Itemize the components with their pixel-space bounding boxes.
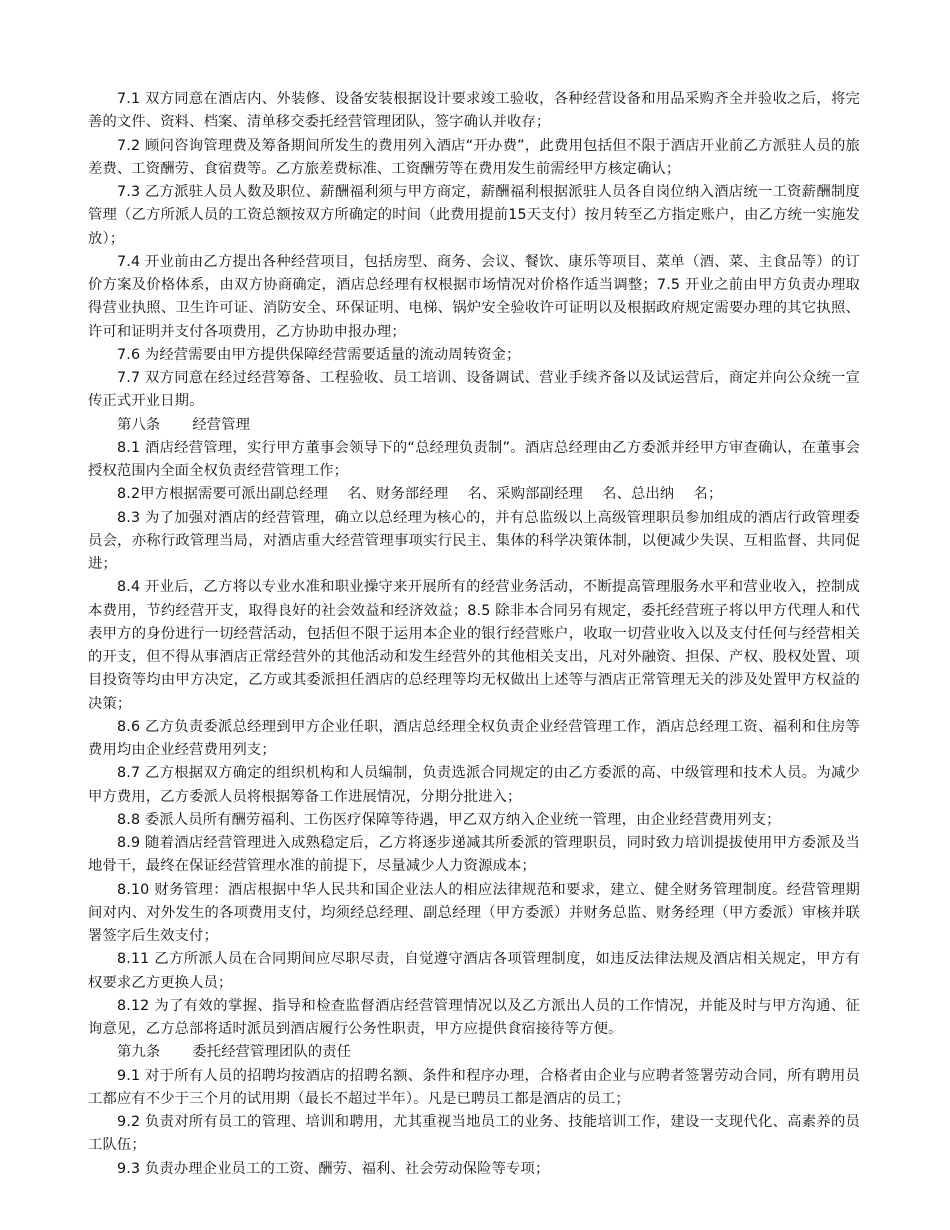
clause-7-4-7-5: 7.4 开业前由乙方提出各种经营项目，包括房型、商务、会议、餐饮、康乐等项目、菜单（酒、菜、主食品等）的订价方案及价格体系，由双方协商确定，酒店总经理有权根据市场情况对价格作适当调整；7.5 开业之前由甲方负责办理取得营业执照、卫生许可证、消防安全、环保证明、电梯、锅炉安全验收许可证明以及根据政府规定需要办理的其它执照、许可和证明并支付各项费用，乙方协助申报办理；: [88, 253, 860, 340]
clause-7-3: 7.3 乙方派驻人员人数及职位、薪酬福利须与甲方商定，薪酬福利根据派驻人员各自岗位纳入酒店统一工资薪酬制度管理（乙方所派人员的工资总额按双方所确定的时间（此费用提前15天支付）按月转至乙方指定账户，由乙方统一实施发放）；: [88, 184, 860, 247]
article-9-heading: [88, 1041, 860, 1064]
clause-7-1: 7.1 双方同意在酒店内、外装修、设备安装根据设计要求竣工验收，各种经营设备和用品采购齐全并验收之后，将完善的文件、资料、档案、清单移交委托经营管理团队，签字确认并收存；: [88, 91, 860, 131]
clause-8-1: 8.1 酒店经营管理，实行甲方董事会领导下的“总经理负责制”。酒店总经理由乙方委派并经甲方审查确认，在董事会授权范围内全面全权负责经营管理工作；: [88, 439, 860, 479]
clause-8-4-8-5: 8.4 开业后，乙方将以专业水准和职业操守来开展所有的经营业务活动，不断提高管理服务水平和营业收入，控制成本费用，节约经营开支，取得良好的社会效益和经济效益；8.5 除非本合同另有规定，委托经营班子将以甲方代理人和代表甲方的身份进行一切经营活动，包括但不限于运用本企业的银行经营账户，收取一切营业收入以及支付任何与经营相关的开支，但不得从事酒店正常经营外的其他活动和发生经营外的其他相关支出，凡对外融资、担保、产权、股权处置、项目投资等均由甲方决定，乙方或其委派担任酒店的总经理等均无权做出上述等与酒店正常管理无关的涉及处置甲方权益的决策；: [88, 579, 860, 712]
clause-9-3: 9.3 负责办理企业员工的工资、酬劳、福利、社会劳动保险等专项；: [117, 1160, 550, 1177]
clause-8-11: 8.11 乙方所派人员在合同期间应尽职尽责，自觉遵守酒店各项管理制度，如违反法律法规及酒店相关规定，甲方有权要求乙方更换人员；: [88, 951, 860, 991]
clause-8-12: 8.12 为了有效的掌握、指导和检查监督酒店经营管理情况以及乙方派出人员的工作情况，并能及时与甲方沟通、征询意见，乙方总部将适时派员到酒店履行公务性职责，甲方应提供食宿接待等方便。: [88, 997, 860, 1037]
article-number: 第八条: [117, 416, 161, 433]
clause-8-3: 8.3 为了加强对酒店的经营管理，确立以总经理为核心的，并有总监级以上高级管理职员参加组成的酒店行政管理委员会，亦称行政管理当局，对酒店重大经营管理事项实行民主、集体的科学决策体制，以便减少失误、互相监督、共同促进；: [88, 509, 860, 572]
clause-8-6: 8.6 乙方负责委派总经理到甲方企业任职，酒店总经理全权负责企业经营管理工作，酒店总经理工资、福利和住房等费用均由企业经营费用列支；: [88, 718, 860, 758]
clause-8-7: 8.7 乙方根据双方确定的组织机构和人员编制，负责选派合同规定的由乙方委派的高、中级管理和技术人员。为减少甲方费用，乙方委派人员将根据筹备工作进展情况，分期分批进入；: [88, 765, 860, 805]
clause-8-9: 8.9 随着酒店经营管理进入成熟稳定后，乙方将逐步递减其所委派的管理职员，同时致力培训提拔使用甲方委派及当地骨干，最终在保证经营管理水准的前提下，尽量减少人力资源成本；: [88, 835, 860, 875]
clause-8-10: 8.10 财务管理：酒店根据中华人民共和国企业法人的相应法律规范和要求，建立、健全财务管理制度。经营管理期间对内、对外发生的各项费用支付，均须经总经理、副总经理（甲方委派）并财务总监、财务经理（甲方委派）审核并联署签字后生效支付；: [88, 881, 860, 944]
article-title: 经营管理: [192, 416, 251, 433]
clause-7-2: 7.2 顾问咨询管理费及筹备期间所发生的费用列入酒店“开办费”，此费用包括但不限于酒店开业前乙方派驻人员的旅差费、工资酬劳、食宿费等。乙方旅差费标准、工资酬劳等在费用发生前需经甲方核定确认；: [88, 137, 860, 177]
article-8-heading: [88, 414, 860, 437]
article-title: 委托经营管理团队的责任: [192, 1044, 352, 1061]
clause-7-6: 7.6 为经营需要由甲方提供保障经营需要适量的流动周转资金；: [117, 346, 521, 363]
clause-9-2: 9.2 负责对所有员工的管理、培训和聘用，尤其重视当地员工的业务、技能培训工作，建设一支现代化、高素养的员工队伍；: [88, 1114, 860, 1154]
clause-8-8: 8.8 委派人员所有酬劳福利、工伤医疗保障等待遇，甲乙双方纳入企业统一管理，由企业经营费用列支；: [117, 811, 781, 828]
clause-7-7: 7.7 双方同意在经过经营筹备、工程验收、员工培训、设备调试、营业手续齐备以及试运营后，商定并向公众统一宣传正式开业日期。: [88, 370, 860, 410]
article-number: 第九条: [117, 1044, 161, 1061]
clause-8-2: 8.2甲方根据需要可派出副总经理 名、财务部经理 名、采购部副经理 名、总出纳 名；: [117, 486, 723, 503]
clause-9-1: 9.1 对于所有人员的招聘均按酒店的招聘名额、条件和程序办理，合格者由企业与应聘者签署劳动合同，所有聘用员工都应有不少于三个月的试用期（最长不超过半年）。凡是已聘员工都是酒店的员工；: [88, 1067, 860, 1107]
